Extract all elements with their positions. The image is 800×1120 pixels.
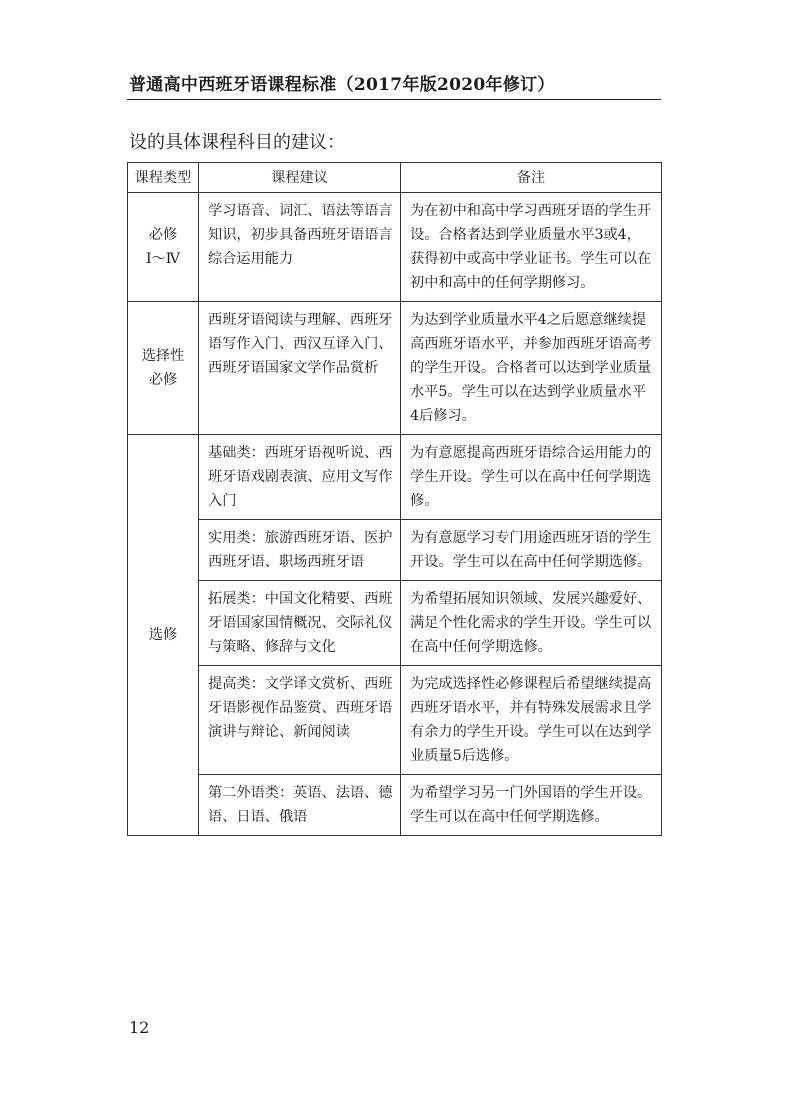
course-type-label: 选修 bbox=[148, 627, 178, 643]
course-suggestion-cell: 基础类：西班牙语视听说、西班牙语戏剧表演、应用文写作入门 bbox=[199, 435, 401, 520]
course-suggestion-cell: 提高类：文学译文赏析、西班牙语影视作品鉴赏、西班牙语演讲与辩论、新闻阅读 bbox=[199, 666, 401, 775]
course-type-cell bbox=[128, 193, 199, 302]
table-row bbox=[128, 435, 662, 520]
table-row bbox=[128, 666, 662, 775]
course-suggestion-cell: 拓展类：中国文化精要、西班牙语国家国情概况、交际礼仪与策略、修辞与文化 bbox=[199, 581, 401, 666]
course-suggestion-cell: 第二外语类：英语、法语、德语、日语、俄语 bbox=[199, 775, 401, 836]
course-type-cell bbox=[128, 302, 199, 435]
column-header-type: 课程类型 bbox=[128, 163, 199, 193]
column-header-note: 备注 bbox=[401, 163, 662, 193]
column-header-suggestion: 课程建议 bbox=[199, 163, 401, 193]
course-type-cell bbox=[128, 435, 199, 836]
course-suggestion-cell: 实用类：旅游西班牙语、医护西班牙语、职场西班牙语 bbox=[199, 520, 401, 581]
course-suggestion-cell: 学习语音、词汇、语法等语言知识，初步具备西班牙语语言综合运用能力 bbox=[199, 193, 401, 302]
course-note-cell: 为在初中和高中学习西班牙语的学生开设。合格者达到学业质量水平3或4，获得初中或高中学业证书。学生可以在初中和高中的任何学期修习。 bbox=[401, 193, 662, 302]
running-header: 普通高中西班牙语课程标准（2017年版2020年修订） bbox=[129, 75, 555, 95]
course-table bbox=[127, 162, 662, 836]
intro-text: 设的具体课程科目的建议： bbox=[129, 132, 345, 153]
table-row bbox=[128, 775, 662, 836]
course-note-cell: 为完成选择性必修课程后希望继续提高西班牙语水平，并有特殊发展需求且学有余力的学生开设。学生可以在达到学业质量5后选修。 bbox=[401, 666, 662, 775]
table-row bbox=[128, 302, 662, 435]
table-header-row bbox=[128, 163, 662, 193]
course-note-cell: 为希望拓展知识领域、发展兴趣爱好、满足个性化需求的学生开设。学生可以在高中任何学期选修。 bbox=[401, 581, 662, 666]
table-row bbox=[128, 581, 662, 666]
course-note-cell: 为有意愿提高西班牙语综合运用能力的学生开设。学生可以在高中任何学期选修。 bbox=[401, 435, 662, 520]
course-note-cell: 为有意愿学习专门用途西班牙语的学生开设。学生可以在高中任何学期选修。 bbox=[401, 520, 662, 581]
header-rule bbox=[127, 99, 661, 100]
course-type-label: 必修 Ⅰ～Ⅳ bbox=[146, 227, 180, 267]
course-suggestion-cell: 西班牙语阅读与理解、西班牙语写作入门、西汉互译入门、西班牙语国家文学作品赏析 bbox=[199, 302, 401, 435]
course-type-label: 选择性 必修 bbox=[141, 348, 185, 388]
table-row bbox=[128, 520, 662, 581]
course-note-cell: 为达到学业质量水平4之后愿意继续提高西班牙语水平，并参加西班牙语高考的学生开设。合格者可以达到学业质量水平5。学生可以在达到学业质量水平4后修习。 bbox=[401, 302, 662, 435]
page-number: 12 bbox=[129, 1018, 150, 1037]
table-row bbox=[128, 193, 662, 302]
course-note-cell: 为希望学习另一门外国语的学生开设。学生可以在高中任何学期选修。 bbox=[401, 775, 662, 836]
